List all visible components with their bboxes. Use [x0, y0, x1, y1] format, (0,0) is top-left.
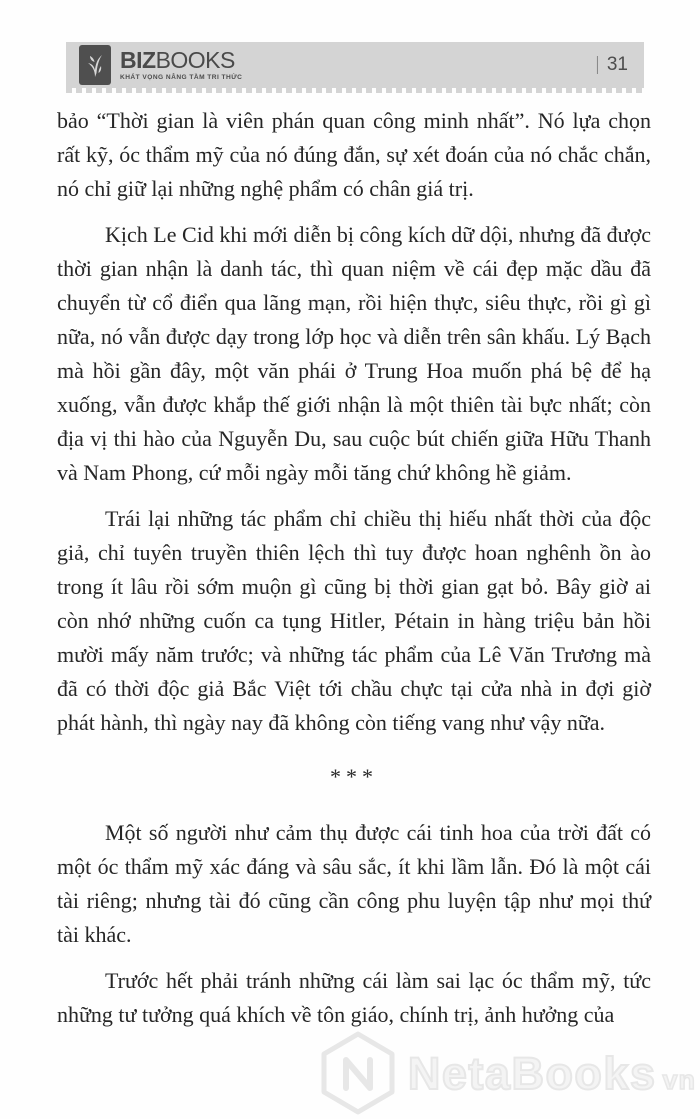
- bizbooks-logo-icon: [78, 44, 112, 86]
- page-number: [595, 54, 628, 76]
- brand-light-part: BOOKS: [155, 46, 235, 73]
- bizbooks-logo-text: [120, 46, 243, 82]
- watermark-brand: NetaBooks: [407, 1047, 657, 1099]
- paragraph: Trước hết phải tránh những cái làm sai lạc óc thẩm mỹ, tức những tư tưởng quá khích về tôn giáo, chính trị, ảnh hưởng của: [57, 968, 651, 1027]
- watermark-suffix: vn: [662, 1064, 696, 1095]
- page-text-content: [57, 104, 651, 1044]
- paragraph: Kịch Le Cid khi mới diễn bị công kích dữ dội, nhưng đã được thời gian nhận là danh tác, thì quan niệm về cái đẹp mặc dầu đã chuyển từ cổ điển qua lãng mạn, rồi hiện thực, siêu thực, rồi gì gì nữa, nó vẫn được dạy trong lớp học và diễn trên sân khấu. Lý Bạch mà hồi gần đây, một văn phái ở Trung Hoa muốn phá bệ để hạ xuống, vẫn được khắp thế giới nhận là một thiên tài bực nhất; còn địa vị thi hào của Nguyễn Du, sau cuộc bút chiến giữa Hữu Thanh và Nam Phong, cứ mỗi ngày mỗi tăng chứ không hề giảm.: [57, 222, 651, 485]
- page-number-value: 31: [606, 54, 628, 75]
- paragraph: bảo “Thời gian là viên phán quan công minh nhất”. Nó lựa chọn rất kỹ, óc thẩm mỹ của nó đúng đắn, sự xét đoán của nó chắc chắn, nó chỉ giữ lại những nghệ phẩm có chân giá trị.: [57, 108, 651, 201]
- paragraph: Một số người như cảm thụ được cái tinh hoa của trời đất có một óc thẩm mỹ xác đáng và sâu sắc, ít khi lầm lẫn. Đó là một cái tài riêng; nhưng tài đó cũng cần công phu luyện tập như mọi thứ tài khác.: [57, 820, 651, 947]
- bizbooks-logo: [78, 44, 242, 86]
- brand-bold-part: BIZ: [120, 46, 156, 73]
- section-separator: ***: [330, 764, 378, 789]
- page-number-separator: |: [595, 54, 600, 75]
- paragraph: Trái lại những tác phẩm chỉ chiều thị hiếu nhất thời của độc giả, chỉ tuyên truyền thiên lệch thì tuy được hoan nghênh ồn ào trong ít lâu rồi sớm muộn gì cũng bị thời gian gạt bỏ. Bây giờ ai còn nhớ những cuốn ca tụng Hitler, Pétain in hàng triệu bản hồi mười mấy năm trước; và những tác phẩm của Lê Văn Trương mà đã có thời độc giả Bắc Việt tới chầu chực tại cửa nhà in đợi giờ phát hành, thì ngày nay đã không còn tiếng vang như vậy nữa.: [57, 506, 651, 735]
- page-header: [66, 42, 644, 88]
- header-perforation-edge: [66, 88, 644, 93]
- bizbooks-tagline: KHÁT VỌNG NÂNG TẦM TRI THỨC: [120, 73, 243, 81]
- netabooks-watermark-text: [407, 1047, 696, 1099]
- bizbooks-brand-name: [120, 46, 242, 73]
